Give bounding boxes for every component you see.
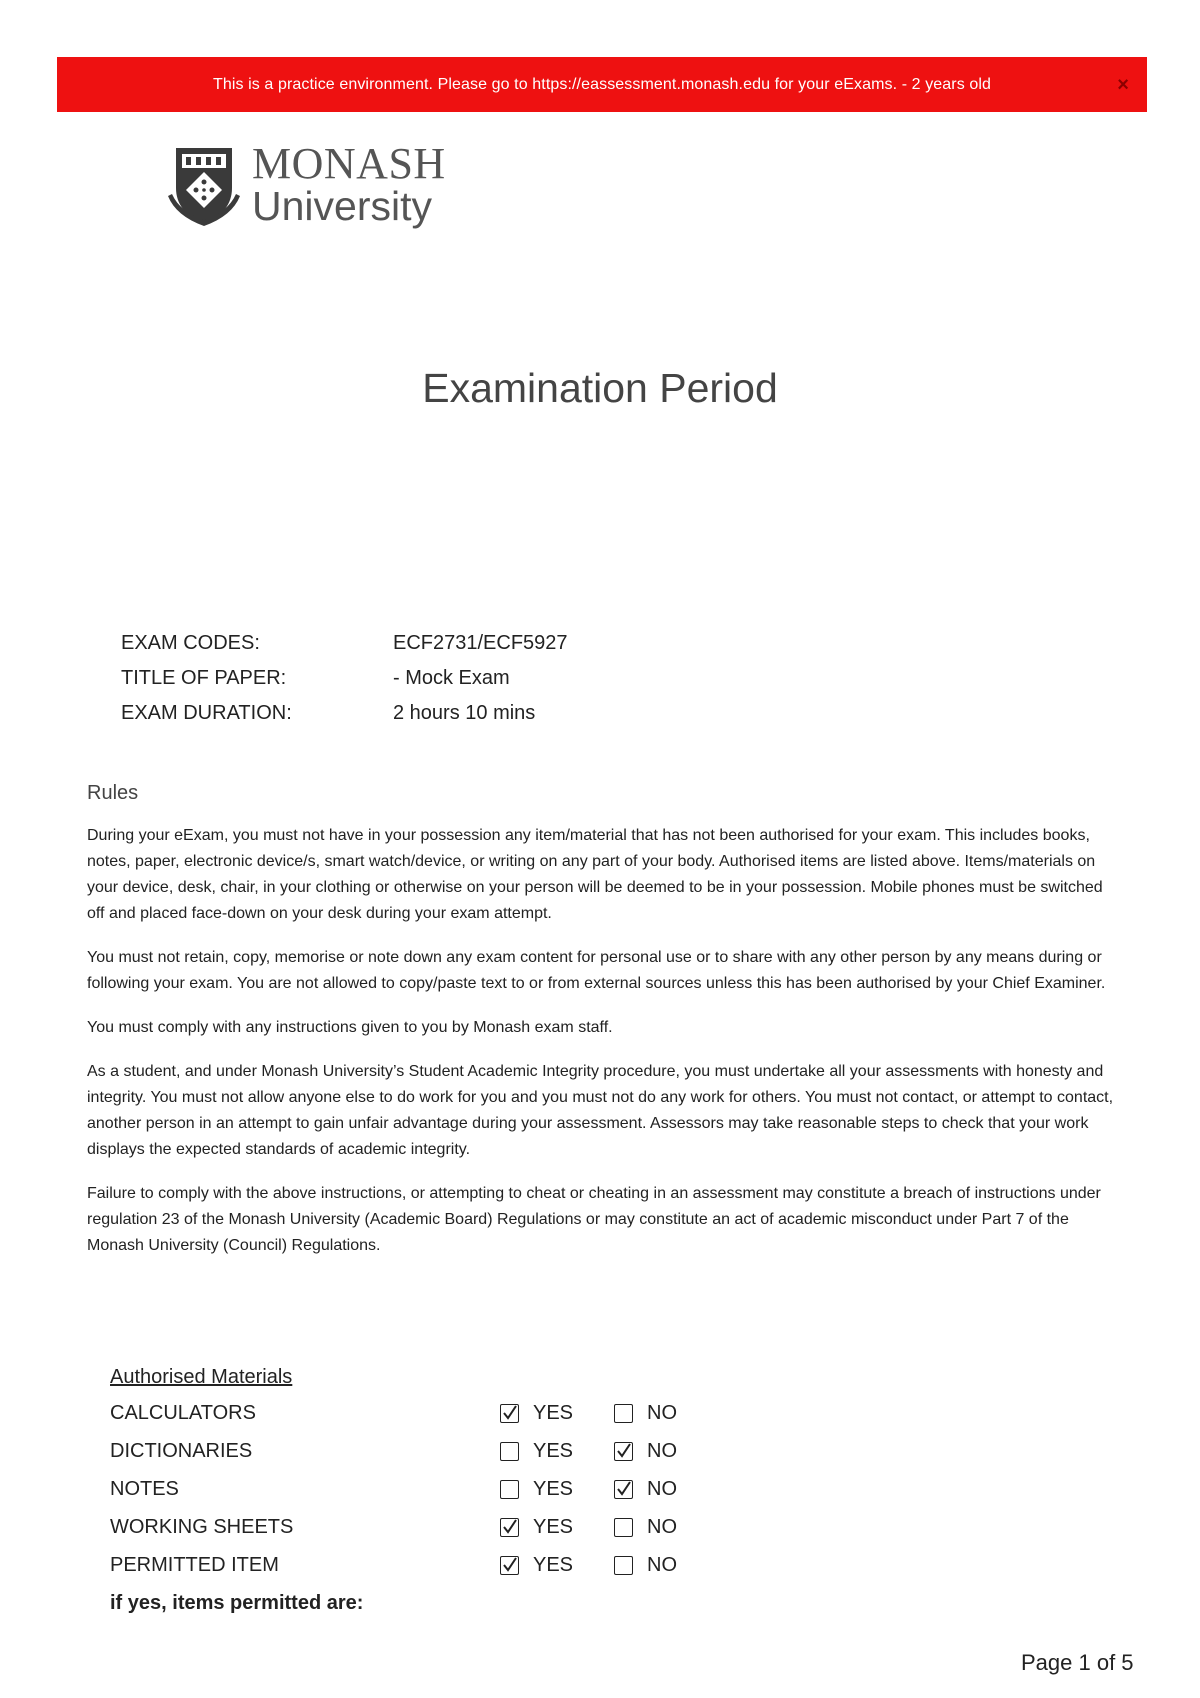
permitted-items-note: if yes, items permitted are: — [110, 1592, 364, 1614]
no-checkbox[interactable] — [614, 1442, 633, 1461]
material-name: NOTES — [110, 1477, 179, 1500]
material-name: DICTIONARIES — [110, 1439, 253, 1462]
title-of-paper-label: TITLE OF PAPER: — [121, 667, 287, 689]
rules-paragraph: Failure to comply with the above instructions, or attempting to cheat or cheating in an assessment may constitute a breach of instructions under regulation 23 of the Monash University (Academic Board) Regulations or may constitute an act of academic misconduct under Part 7 of the Monash University (Council) Regulations. — [87, 1185, 1101, 1254]
material-name: PERMITTED ITEM — [110, 1553, 279, 1576]
material-name: CALCULATORS — [110, 1401, 256, 1424]
banner-text: This is a practice environment. Please go to https://eassessment.monash.edu for your eExams. - 2 years old — [212, 75, 992, 93]
yes-checkbox[interactable] — [500, 1442, 519, 1461]
exam-duration-value: 2 hours 10 mins — [393, 702, 536, 724]
material-row — [110, 1508, 728, 1546]
no-label: NO — [647, 1401, 677, 1424]
rules-text — [87, 823, 1117, 1277]
no-label: NO — [647, 1439, 677, 1462]
page-title: Examination Period — [422, 365, 778, 411]
exam-details — [121, 626, 568, 731]
title-of-paper-value: - Mock Exam — [393, 667, 510, 689]
authorised-materials-heading: Authorised Materials — [110, 1366, 293, 1388]
yes-checkbox[interactable] — [500, 1556, 519, 1575]
yes-checkbox[interactable] — [500, 1480, 519, 1499]
monash-logo — [166, 139, 466, 232]
checkmark-icon — [502, 1519, 518, 1535]
checkmark-icon — [616, 1443, 632, 1459]
no-checkbox[interactable] — [614, 1518, 633, 1537]
rules-paragraph: As a student, and under Monash University’s Student Academic Integrity procedure, you must undertake all your assessments with honesty and integrity. You must not allow anyone else to do work for you and you must not do any work for others. You must not contact, or attempt to contact, another person in an attempt to gain unfair advantage during your assessment. Assessors may take reasonable steps to check that your work displays the expected standards of academic integrity. — [87, 1063, 1114, 1158]
yes-label: YES — [533, 1477, 574, 1500]
no-label: NO — [647, 1515, 677, 1538]
material-row — [110, 1394, 728, 1432]
monash-crest-icon — [166, 142, 242, 228]
close-icon[interactable]: × — [1117, 73, 1129, 96]
no-label: NO — [647, 1477, 677, 1500]
rules-heading: Rules — [87, 782, 139, 804]
yes-label: YES — [533, 1439, 574, 1462]
material-row — [110, 1432, 728, 1470]
yes-checkbox[interactable] — [500, 1518, 519, 1537]
checkmark-icon — [502, 1557, 518, 1573]
yes-label: YES — [533, 1515, 574, 1538]
logo-university-text: University — [252, 183, 432, 229]
exam-codes-value: ECF2731/ECF5927 — [393, 632, 568, 654]
yes-checkbox[interactable] — [500, 1404, 519, 1423]
material-row — [110, 1470, 728, 1508]
exam-codes-label: EXAM CODES: — [121, 632, 260, 654]
rules-paragraph: You must not retain, copy, memorise or note down any exam content for personal use or to share with any other person by any means during or following your exam. You are not allowed to copy/paste text to or from external sources unless this has been authorised by your Chief Examiner. — [87, 949, 1106, 992]
no-checkbox[interactable] — [614, 1556, 633, 1575]
title-of-paper-row — [121, 661, 568, 696]
no-checkbox[interactable] — [614, 1404, 633, 1423]
no-checkbox[interactable] — [614, 1480, 633, 1499]
practice-environment-banner — [57, 57, 1147, 112]
rules-paragraph: You must comply with any instructions given to you by Monash exam staff. — [87, 1019, 613, 1036]
exam-duration-row — [121, 696, 568, 731]
logo-monash-text: MONASH — [252, 139, 446, 188]
no-label: NO — [647, 1553, 677, 1576]
checkmark-icon — [616, 1481, 632, 1497]
material-row — [110, 1546, 728, 1584]
yes-label: YES — [533, 1553, 574, 1576]
material-name: WORKING SHEETS — [110, 1515, 294, 1538]
yes-label: YES — [533, 1401, 574, 1424]
authorised-materials — [110, 1360, 728, 1622]
checkmark-icon — [502, 1405, 518, 1421]
rules-paragraph: During your eExam, you must not have in your possession any item/material that has not been authorised for your exam. This includes books, notes, paper, electronic device/s, smart watch/device, or writing on any part of your body. Authorised items are listed above. Items/materials on your device, desk, chair, in your clothing or otherwise on your person will be deemed to be in your possession. Mobile phones must be switched off and placed face-down on your desk during your exam attempt. — [87, 827, 1103, 922]
page-number: Page 1 of 5 — [1021, 1650, 1134, 1675]
exam-codes-row — [121, 626, 568, 661]
exam-duration-label: EXAM DURATION: — [121, 702, 292, 724]
